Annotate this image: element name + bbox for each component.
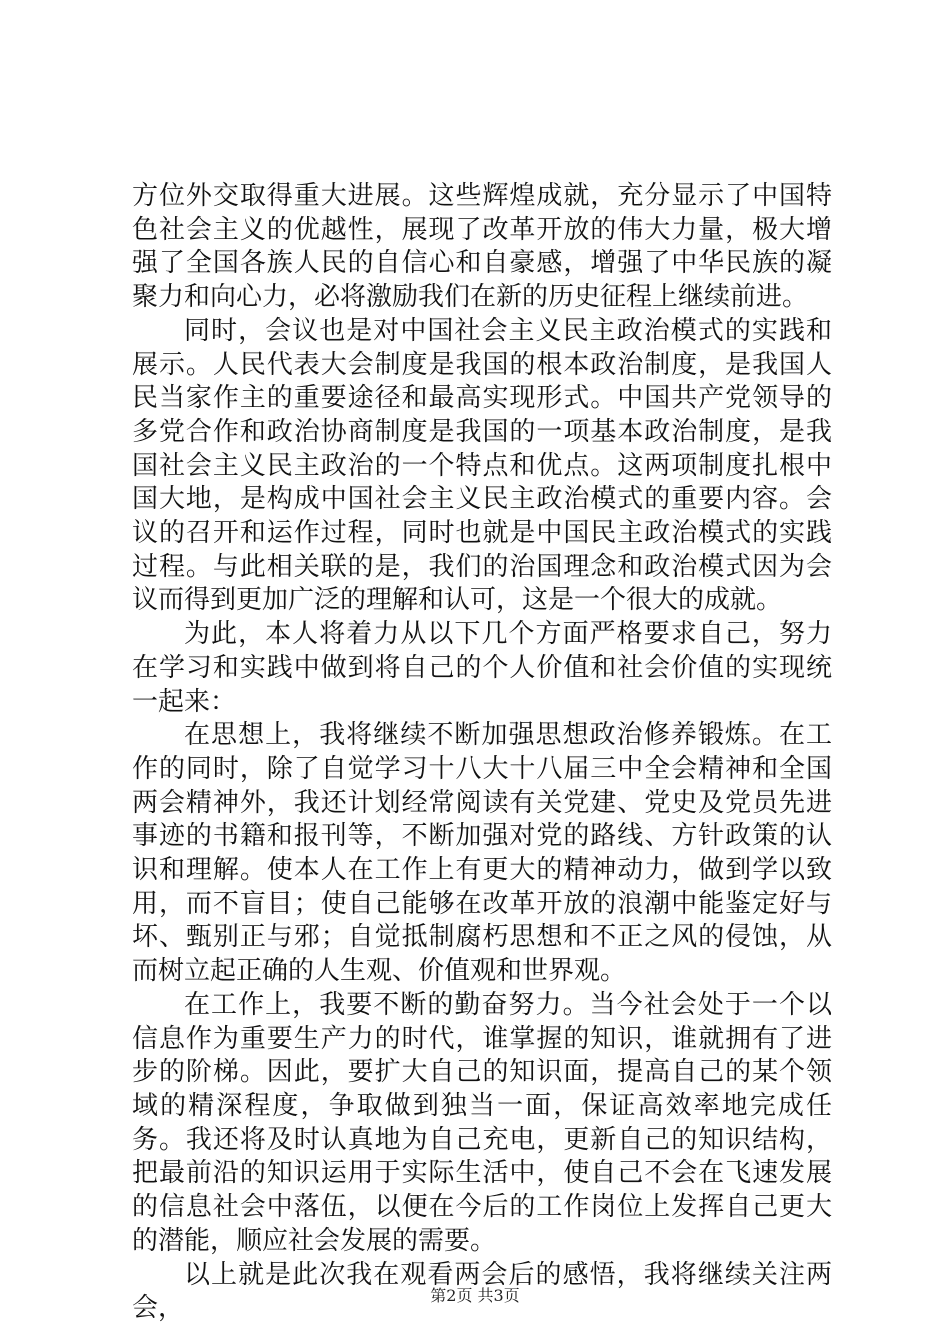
paragraph-4: 在思想上，我将继续不断加强思想政治修养锻炼。在工作的同时，除了自觉学习十八大十八届三中全会精神和全国两会精神外，我还计划经常阅读有关党建、党史及党员先进事迹的书籍和报刊等，不断加强对党的路线、方针政策的认识和理解。使本人在工作上有更大的精神动力，做到学以致用，而不盲目；使自己能够在改革开放的浪潮中能鉴定好与坏、甄别正与邪；自觉抵制腐朽思想和不正之风的侵蚀，从而树立起正确的人生观、价值观和世界观。: [132, 720, 832, 987]
page-footer: [0, 1286, 950, 1306]
page-number-label: 第2页 共3页: [430, 1286, 520, 1305]
paragraph-3: 为此，本人将着力从以下几个方面严格要求自己，努力在学习和实践中做到将自己的个人价值和社会价值的实现统一起来：: [132, 619, 832, 717]
paragraph-2: 同时，会议也是对中国社会主义民主政治模式的实践和展示。人民代表大会制度是我国的根本政治制度，是我国人民当家作主的重要途径和最高实现形式。中国共产党领导的多党合作和政治协商制度是我国的一项基本政治制度，是我国社会主义民主政治的一个特点和优点。这两项制度扎根中国大地，是构成中国社会主义民主政治模式的重要内容。会议的召开和运作过程，同时也就是中国民主政治模式的实践过程。与此相关联的是，我们的治国理念和政治模式因为会议而得到更加广泛的理解和认可，这是一个很大的成就。: [132, 315, 832, 616]
paragraph-6: 以上就是此次我在观看两会后的感悟，我将继续关注两会，: [132, 1259, 832, 1324]
document-body: [132, 180, 832, 1326]
paragraph-1: 方位外交取得重大进展。这些辉煌成就，充分显示了中国特色社会主义的优越性，展现了改革开放的伟大力量，极大增强了全国各族人民的自信心和自豪感，增强了中华民族的凝聚力和向心力，必将激励我们在新的历史征程上继续前进。: [132, 181, 832, 313]
paragraph-5: 在工作上，我要不断的勤奋努力。当今社会处于一个以信息作为重要生产力的时代，谁掌握的知识，谁就拥有了进步的阶梯。因此，要扩大自己的知识面，提高自己的某个领域的精深程度，争取做到独当一面，保证高效率地完成任务。我还将及时认真地为自己充电，更新自己的知识结构，把最前沿的知识运用于实际生活中，使自己不会在飞速发展的信息社会中落伍，以便在今后的工作岗位上发挥自己更大的潜能，顺应社会发展的需要。: [132, 989, 832, 1256]
